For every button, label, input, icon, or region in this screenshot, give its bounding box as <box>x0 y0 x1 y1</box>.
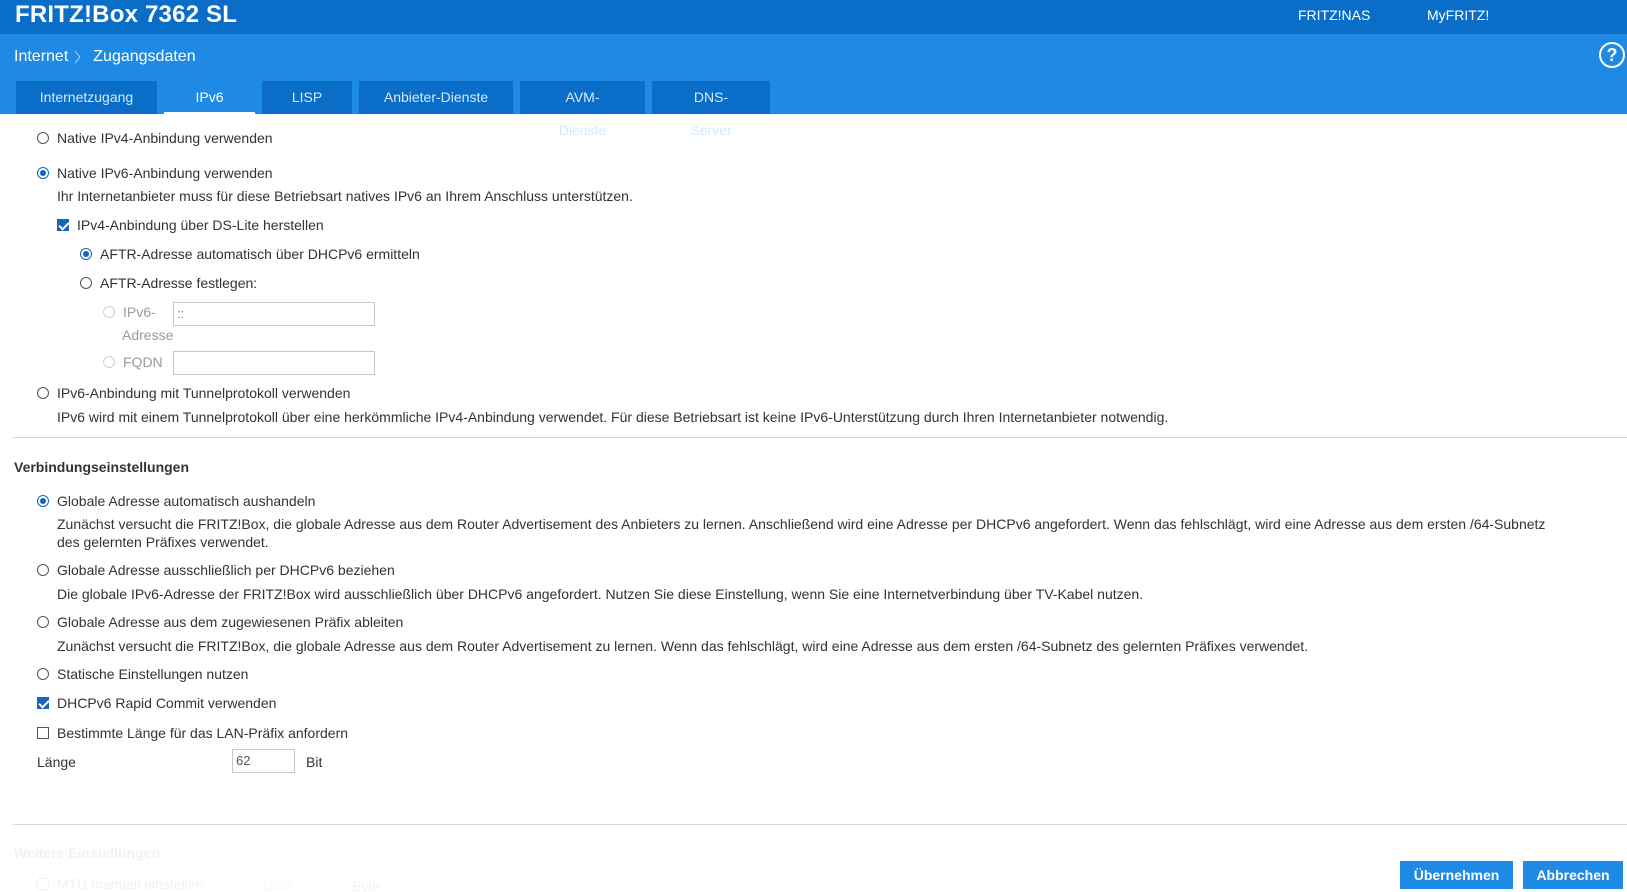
option-static[interactable] <box>37 666 248 682</box>
aftr-fixed-label: AFTR-Adresse festlegen: <box>100 275 258 291</box>
length-input[interactable]: 62 <box>232 749 295 773</box>
rapid-commit-label: DHCPv6 Rapid Commit verwenden <box>57 695 277 711</box>
tunnel-description: IPv6 wird mit einem Tunnelprotokoll über eine herkömmliche IPv4-Anbindung verwendet. Für diese Betriebsart ist keine IPv6-Unterstützung durch Ihren Internetanbieter notwendig. <box>57 409 1169 425</box>
fqdn-input[interactable] <box>173 351 375 375</box>
aftr-auto-radio[interactable] <box>80 248 92 260</box>
ipv6-address-radio[interactable] <box>103 306 115 318</box>
top-bar <box>0 0 1627 34</box>
global-prefix-description: Zunächst versucht die FRITZ!Box, die globale Adresse aus dem Router Advertisement zu lernen. Wenn das fehlschlägt, wird eine Adresse aus dem ersten /64-Subnetz des gelernten Präfixes verwendet. <box>57 638 1309 654</box>
global-prefix-label: Globale Adresse aus dem zugewiesenen Präfix ableiten <box>57 614 404 630</box>
native-ipv6-description: Ihr Internetanbieter muss für diese Betriebsart natives IPv6 an Ihrem Anschluss unterstützen. <box>57 188 633 204</box>
tunnel-label: IPv6-Anbindung mit Tunnelprotokoll verwenden <box>57 385 351 401</box>
option-rapid-commit[interactable] <box>37 695 276 711</box>
option-global-auto[interactable] <box>37 493 315 509</box>
brand-title[interactable]: FRITZ!Box 7362 SL <box>15 1 238 28</box>
option-native-ipv6[interactable] <box>37 165 273 181</box>
cancel-button[interactable]: Abbrechen <box>1523 861 1623 889</box>
nav-fritznas-link[interactable]: FRITZ!NAS <box>1298 7 1371 23</box>
global-auto-label: Globale Adresse automatisch aushandeln <box>57 493 316 509</box>
tunnel-radio[interactable] <box>37 387 49 399</box>
global-auto-radio[interactable] <box>37 495 49 507</box>
option-aftr-fixed[interactable] <box>80 275 257 291</box>
lan-prefix-label: Bestimmte Länge für das LAN-Präfix anfordern <box>57 725 349 741</box>
breadcrumb-root[interactable]: Internet <box>14 47 69 65</box>
option-ipv6-address[interactable] <box>103 304 156 320</box>
option-global-prefix[interactable] <box>37 614 403 630</box>
global-prefix-radio[interactable] <box>37 616 49 628</box>
static-radio[interactable] <box>37 668 49 680</box>
option-aftr-auto[interactable] <box>80 246 420 262</box>
fqdn-radio[interactable] <box>103 356 115 368</box>
ipv6-address-input[interactable]: :: <box>173 302 375 326</box>
option-dslite[interactable] <box>57 217 324 233</box>
length-unit: Bit <box>306 754 323 770</box>
native-ipv4-radio[interactable] <box>37 132 49 144</box>
main-content <box>0 114 1627 892</box>
section-divider-2 <box>13 824 1627 825</box>
dslite-label: IPv4-Anbindung über DS-Lite herstellen <box>77 217 324 233</box>
tab-lisp[interactable]: LISP <box>262 81 352 114</box>
static-label: Statische Einstellungen nutzen <box>57 666 249 682</box>
global-dhcp-radio[interactable] <box>37 564 49 576</box>
global-auto-description: Zunächst versucht die FRITZ!Box, die globale Adresse aus dem Router Advertisement des Anbieters zu lernen. Anschließend wird eine Adresse per DHCPv6 angefordert. Wenn das fehlschlägt, wird eine Adresse aus dem ersten /64-Subnetz des gelernten Präfixes verwendet. <box>57 516 1546 550</box>
tab-dns-server[interactable]: DNS-Server <box>652 81 770 114</box>
rapid-commit-checkbox[interactable] <box>37 697 49 709</box>
breadcrumb <box>14 47 196 66</box>
ipv6-address-label-1: IPv6- <box>123 304 156 320</box>
option-fqdn[interactable] <box>103 354 163 370</box>
tab-ipv6[interactable]: IPv6 <box>164 81 255 114</box>
option-native-ipv4[interactable] <box>37 130 273 146</box>
global-dhcp-description: Die globale IPv6-Adresse der FRITZ!Box wird ausschließlich über DHCPv6 angefordert. Nutzen Sie diese Einstellung, wenn Sie eine Internetverbindung über TV-Kabel nutzen. <box>57 586 1144 602</box>
native-ipv6-label: Native IPv6-Anbindung verwenden <box>57 165 273 181</box>
breadcrumb-current: Zugangsdaten <box>93 47 196 65</box>
option-global-dhcp[interactable] <box>37 562 395 578</box>
global-dhcp-label: Globale Adresse ausschließlich per DHCPv6 beziehen <box>57 562 395 578</box>
tab-avm-dienste[interactable]: AVM-Dienste <box>520 81 645 114</box>
lan-prefix-checkbox[interactable] <box>37 727 49 739</box>
apply-button[interactable]: Übernehmen <box>1400 861 1513 889</box>
ipv6-address-label-2: Adresse <box>122 327 174 343</box>
nav-myfritz-link[interactable]: MyFRITZ! <box>1427 7 1490 23</box>
tab-internetzugang[interactable]: Internetzugang <box>16 81 157 114</box>
help-icon[interactable]: ? <box>1599 42 1625 68</box>
tab-anbieter-dienste[interactable]: Anbieter-Dienste <box>359 81 513 114</box>
breadcrumb-separator-icon: 〉 <box>74 50 88 65</box>
dslite-checkbox[interactable] <box>57 219 69 231</box>
fqdn-label: FQDN <box>123 354 163 370</box>
section-divider <box>13 437 1627 438</box>
aftr-fixed-radio[interactable] <box>80 277 92 289</box>
footer-bar <box>0 848 1627 892</box>
native-ipv4-label: Native IPv4-Anbindung verwenden <box>57 130 273 146</box>
option-tunnel[interactable] <box>37 385 350 401</box>
section-title-verbindung: Verbindungseinstellungen <box>14 459 190 475</box>
option-lan-prefix[interactable] <box>37 725 348 741</box>
native-ipv6-radio[interactable] <box>37 167 49 179</box>
length-label: Länge <box>37 754 76 770</box>
aftr-auto-label: AFTR-Adresse automatisch über DHCPv6 ermitteln <box>100 246 420 262</box>
